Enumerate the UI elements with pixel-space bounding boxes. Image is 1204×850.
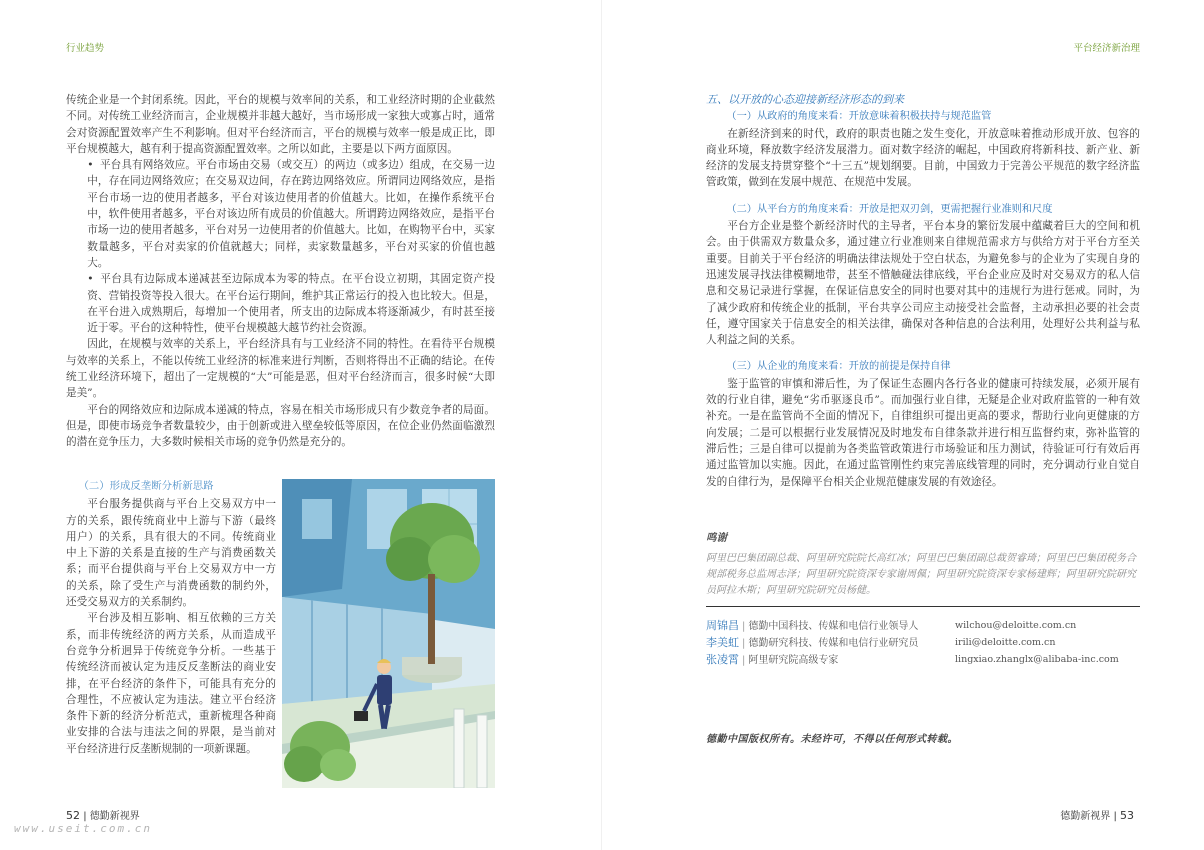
folio-right xyxy=(1060,807,1134,822)
contact-name: 张凌霄 xyxy=(706,653,739,666)
magazine-title: 德勤新视界 xyxy=(89,811,140,822)
contact-role: 德勤研究科技、传媒和电信行业研究员 xyxy=(748,638,919,649)
page-number: 52 xyxy=(66,809,80,822)
right-page xyxy=(602,0,1204,850)
paragraph: 在新经济到来的时代，政府的职责也随之发生变化，开放意味着推动形成开放、包容的商业环境，释放数字经济发展潜力。面对数字经济的崛起，中国政府将新科技、新产业、新经济的发展支持贯穿整个“十三五”规划纲要。目前，中国致力于完善公平规范的数字经济监管政策，做到在发展中规范、在规范中发展。 xyxy=(706,127,1140,189)
divider xyxy=(706,606,1140,607)
contact-separator: | xyxy=(742,638,746,649)
contact-list xyxy=(706,617,1140,668)
bullet-paragraph xyxy=(66,271,495,336)
contact-name: 周锦昌 xyxy=(706,619,739,632)
running-head-right: 平台经济新治理 xyxy=(1073,43,1140,54)
bullet-icon: • xyxy=(87,159,94,172)
subsection-title: （一）从政府的角度来看：开放意味着积极扶持与规范监管 xyxy=(726,111,992,123)
bullet-paragraph xyxy=(66,157,495,271)
contact-email[interactable]: irili@deloitte.com.cn xyxy=(955,637,1056,648)
left-main-column xyxy=(66,92,495,451)
section-title: 五、以开放的心态迎接新经济形态的到来 xyxy=(706,93,904,106)
subsection-title: （二）形成反垄断分析新思路 xyxy=(78,480,214,492)
subsection-title: （二）从平台方的角度来看：开放是把双刃剑，更需把握行业准则和尺度 xyxy=(726,203,1053,215)
paragraph: 鉴于监管的审慎和滞后性，为了保证生态圈内各行各业的健康可持续发展，必须开展有效的行业自律，避免“劣币驱逐良币”。而加强行业自律，无疑是企业对政府监管的一种有效补充。一是在监管尚不全面的情况下，自律组织可提出更高的要求，帮助行业向更健康的方向发展；二是可以根据行业发展情况及时地发布自律条款并进行相互监督约束，弥补监管的滞后性；三是自律可以提前为各类监管政策进行市场验证和压力测试，待验证可行有效后再通过监管加以实施。因此，在通过监管刚性约束完善底线管理的同时，充分调动行业自觉自发的自律行为，是保障平台相关企业规范健康发展的有效途径。 xyxy=(706,377,1140,488)
contact-separator: | xyxy=(742,621,746,632)
running-head-left: 行业趋势 xyxy=(66,43,105,54)
paragraph: 平台的网络效应和边际成本递减的特点，容易在相关市场形成只有少数竞争者的局面。但是，即使市场竞争者数量较少，由于创新或进入壁垒较低等原因，在位企业仍然面临激烈的潜在竞争压力，大多数时候相关市场的竞争仍然是充分的。 xyxy=(66,403,495,449)
page-number: 53 xyxy=(1120,809,1134,822)
magazine-title: 德勤新视界 xyxy=(1060,811,1111,822)
bullet-icon: • xyxy=(87,273,94,286)
acknowledgement-body: 阿里巴巴集团副总裁、阿里研究院院长高红冰；阿里巴巴集团副总裁贺睿琦；阿里巴巴集团税务合规部税务总监周志泽；阿里研究院资深专家谢周佩；阿里研究院资深专家杨建辉；阿里研究院研究员阿拉木斯；阿里研究院研究员杨健。 xyxy=(706,553,1136,596)
contact-row xyxy=(706,634,1140,651)
watermark: www.useit.com.cn xyxy=(14,822,152,835)
folio-separator: | xyxy=(83,811,87,822)
folio-separator: | xyxy=(1113,811,1117,822)
acknowledgement xyxy=(706,530,1140,599)
right-main-column xyxy=(706,92,1140,490)
paragraph: 平台涉及相互影响、相互依赖的三方关系，而非传统经济的两方关系，从而造成平台竞争分析迥异于传统竞争分析。一些基于传统经济而被认定为违反反垄断法的商业安排，在平台经济的条件下，可能具有充分的合理性，不应被认定为违法。建立平台经济条件下新的经济分析范式，重新梳理各种商业安排的合法与违法之间的界限，是当前对平台经济进行反垄断规制的一项新课题。 xyxy=(66,612,276,755)
paragraph: 传统企业是一个封闭系统。因此，平台的规模与效率间的关系，和工业经济时期的企业截然不同。对传统工业经济而言，企业规模并非越大越好，当市场形成一家独大或寡占时，通常会对资源配置效率产生不利影响。但对平台经济而言，平台的规模与效率一般是成正比，即平台规模越大，越有利于提高资源配置效率。之所以如此，主要是以下两方面原因。 xyxy=(66,94,495,155)
city-street-watercolor-icon xyxy=(282,479,495,788)
copyright-notice: 德勤中国版权所有。未经许可，不得以任何形式转载。 xyxy=(706,734,958,745)
city-street-illustration xyxy=(282,479,495,788)
paragraph: 平台方企业是整个新经济时代的主导者，平台本身的繁衍发展中蕴藏着巨大的空间和机会。由于供需双方数量众多，通过建立行业准则来自律规范需求方与供给方对于平台方至关重要。目前关于平台经济的明确法律法规处于空白状态，为避免参与的企业为了实现自身的迅速发展寻找法律模糊地带，甚至不惜触碰法律底线，平台企业应及时对交易双方的私人信息和交易记录进行掌握，在保证信息安全的同时也要对其中的违规行为进行惩戒。同时，为了减少政府和传统企业的抵制，平台共享公司应主动接受社会监督，主动承担必要的社会责任，遵守国家关于信息安全的相关法律，确保对各种信息的合法利用，处理好公共利益与私人利益之间的关系。 xyxy=(706,220,1140,347)
contact-role: 阿里研究院高级专家 xyxy=(748,655,839,666)
contact-email[interactable]: wilchou@deloitte.com.cn xyxy=(955,620,1077,631)
contact-separator: | xyxy=(742,655,746,666)
bullet-text: 平台具有边际成本递减甚至边际成本为零的特点。在平台设立初期，其固定资产投资、营销投资等投入很大。在平台运行期间，维护其正常运行的投入也比较大。但是，在平台进入成熟期后，每增加一个使用者，所支出的边际成本将逐渐减少，有时甚至接近于零。平台的这种特性，使平台规模越大越节约社会资源。 xyxy=(87,273,495,335)
contact-name: 李美虹 xyxy=(706,636,739,649)
subsection-title: （三）从企业的角度来看：开放的前提是保持自律 xyxy=(726,361,951,373)
left-subsection-column xyxy=(66,478,276,757)
contact-row xyxy=(706,617,1140,634)
paragraph: 平台服务提供商与平台上交易双方中一方的关系，跟传统商业中上游与下游（最终用户）的关系，具有很大的不同。传统商业中上下游的关系是直接的生产与消费函数关系；而平台提供商与平台上交易双方中一方的关系，除了受生产与消费函数的制约外，还受交易双方的关系制约。 xyxy=(66,498,276,609)
acknowledgement-title: 鸣谢 xyxy=(706,532,727,544)
paragraph: 因此，在规模与效率的关系上，平台经济具有与工业经济不同的特性。在看待平台规模与效率的关系上，不能以传统工业经济的标准来进行判断，否则将得出不正确的结论。在传统工业经济环境下，超出了一定规模的“大”可能是恶，但对平台经济而言，很多时候“大即是美”。 xyxy=(66,338,495,400)
contact-role: 德勤中国科技、传媒和电信行业领导人 xyxy=(748,621,919,632)
contact-email[interactable]: lingxiao.zhanglx@alibaba-inc.com xyxy=(955,654,1119,665)
bullet-text: 平台具有网络效应。平台市场由交易（或交互）的两边（或多边）组成，在交易一边中，存在同边网络效应；在交易双边间，存在跨边网络效应。所谓同边网络效应，是指平台市场一边的使用者越多，平台对该边使用者的价值越大。比如，在操作系统平台中，软件使用者越多，平台对该边所有成员的价值越大。所谓跨边网络效应，是指平台市场一边的使用者越多，平台对另一边使用者的价值越大。比如，在购物平台中，买家数量越多，平台对卖家的价值就越大；同样，卖家数量越多，平台对买家的价值也越大。 xyxy=(87,159,495,269)
folio-left xyxy=(66,807,140,822)
contact-row xyxy=(706,651,1140,668)
